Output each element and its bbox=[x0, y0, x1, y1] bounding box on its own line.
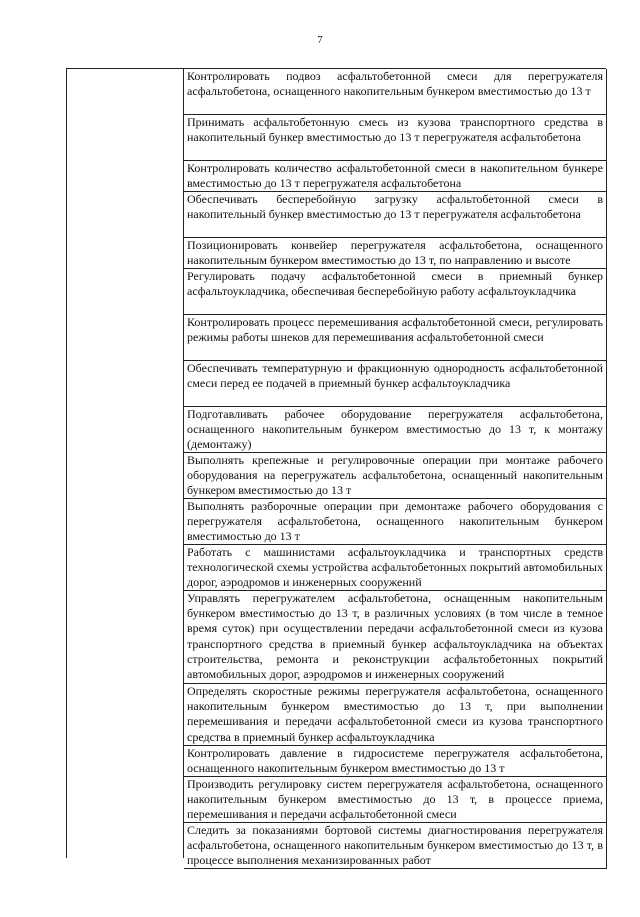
table-row: Контролировать процесс перемешивания асфальтобетонной смеси, регулировать режимы работы шнеков для перемешивания асфальтобетонной смеси bbox=[184, 315, 607, 361]
table-row: Подготавливать рабочее оборудование перегружателя асфальтобетона, оснащенного накопительным бункером вместимостью до 13 т, к монтажу (демонтажу) bbox=[184, 407, 607, 453]
table-row: Производить регулировку систем перегружателя асфальтобетона, оснащенного накопительным бункером вместимостью до 13 т, в процессе приема, перемешивания и передачи асфальтобетонной смеси bbox=[184, 777, 607, 823]
table-row: Работать с машинистами асфальтоукладчика и транспортных средств технологической схемы устройства асфальтобетонных покрытий автомобильных дорог, аэродромов и инженерных сооружений bbox=[184, 545, 607, 591]
table-row: Выполнять разборочные операции при демонтаже рабочего оборудования с перегружателя асфальтобетона, оснащенного накопительным бункером вместимостью до 13 т bbox=[184, 499, 607, 545]
table-row: Контролировать давление в гидросистеме перегружателя асфальтобетона, оснащенного накопительным бункером вместимостью до 13 т bbox=[184, 746, 607, 777]
table-row: Управлять перегружателем асфальтобетона, оснащенным накопительным бункером вместимостью до 13 т, в различных условиях (в том числе в темное время суток) при осуществлении передачи асфальтобетонной смеси из кузова транспортного средства в приемный бункер асфальтоукладчика на объектах строительства, ремонта и реконструкции асфальтобетонных покрытий автомобильных дорог, аэродромов и инженерных сооружений bbox=[184, 591, 607, 684]
table-row: Принимать асфальтобетонную смесь из кузова транспортного средства в накопительный бункер вместимостью до 13 т перегружателя асфальтобетона bbox=[184, 115, 607, 161]
table-row: Выполнять крепежные и регулировочные операции при монтаже рабочего оборудования на перегружатель асфальтобетона, оснащенный накопительным бункером вместимостью до 13 т bbox=[184, 453, 607, 499]
table-row: Следить за показаниями бортовой системы диагностирования перегружателя асфальтобетона, оснащенного накопительным бункером вместимостью до 13 т, в процессе выполнения механизированных работ bbox=[184, 823, 607, 869]
table-row: Обеспечивать температурную и фракционную однородность асфальтобетонной смеси перед ее подачей в приемный бункер асфальтоукладчика bbox=[184, 361, 607, 407]
table-row: Контролировать количество асфальтобетонной смеси в накопительном бункере вместимостью до 13 т перегружателя асфальтобетона bbox=[184, 161, 607, 192]
table-right-column bbox=[184, 69, 607, 869]
labor-actions-table bbox=[66, 68, 606, 868]
page-number: 7 bbox=[317, 34, 323, 46]
table-row: Позиционировать конвейер перегружателя асфальтобетона, оснащенного накопительным бункером вместимостью до 13 т, по направлению и высоте bbox=[184, 238, 607, 269]
table-row: Обеспечивать бесперебойную загрузку асфальтобетонной смеси в накопительный бункер вместимостью до 13 т перегружателя асфальтобетона bbox=[184, 192, 607, 238]
table-row: Регулировать подачу асфальтобетонной смеси в приемный бункер асфальтоукладчика, обеспечивая бесперебойную работу асфальтоукладчика bbox=[184, 269, 607, 315]
table-row: Контролировать подвоз асфальтобетонной смеси для перегружателя асфальтобетона, оснащенного накопительным бункером вместимостью до 13 т bbox=[184, 69, 607, 115]
table-left-column bbox=[67, 69, 184, 858]
table-row: Определять скоростные режимы перегружателя асфальтобетона, оснащенного накопительным бункером вместимостью до 13 т, при выполнении перемешивания и передачи асфальтобетонной смеси из кузова транспортного средства в приемный бункер асфальтоукладчика bbox=[184, 684, 607, 746]
